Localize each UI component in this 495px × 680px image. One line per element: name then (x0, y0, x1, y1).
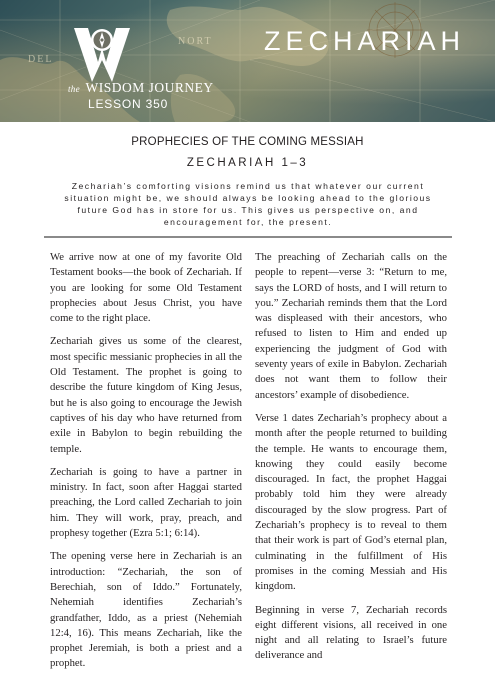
brand-name-prefix: the (68, 84, 80, 94)
wisdom-journey-logo (72, 20, 132, 86)
paragraph: The preaching of Zechariah calls on the people to repent—verse 3: “Return to me, says the LORD of hosts, and I will return to you.” Zechariah reminds them that the Lord was displeased with their ancestors, who refused to listen to Him and ended up experiencing the judgment of God with seventy years of exile in Babylon. Zechariah does not want them to follow their ancestors’ example of disobedience. (255, 251, 447, 401)
paragraph: Zechariah is going to have a partner in ministry. In fact, soon after Haggai started preaching, the Lord called Zechariah to join him. They will work, pray, preach, and prophesy together (Ezra 5:1; 6:14). (50, 465, 242, 540)
lesson-number: LESSON 350 (88, 97, 169, 111)
body-column-right (255, 250, 447, 672)
paragraph: Zechariah gives us some of the clearest, most specific messianic prophecies in all the Old Testament. The prophet is going to describe the future kingdom of King Jesus, but he is also going to encourage the Jewish captives of his day who have returned from exile in Babylon to begin rebuilding the temple. (50, 335, 242, 455)
brand-name (68, 80, 214, 96)
map-label-del: DEL (28, 54, 54, 65)
lesson-subtitle: PROPHECIES OF THE COMING MESSIAH (131, 136, 364, 148)
map-label-nort: NORT (178, 36, 213, 47)
header-banner (0, 0, 495, 122)
lesson-summary: Zechariah’s comforting visions remind us that whatever our current situation might be, we should always be looking ahead to the glorious future God has in store for us. This gives us perspective on, and encouragement for, the present. (64, 181, 432, 227)
paragraph: Verse 1 dates Zechariah’s prophecy about a month after the people returned to building the temple. He wants to encourage them, knowing they could easily become discouraged. In fact, the prophet Haggai probably told him they were already discouraged by the slow progress. Part of Zechariah’s prophecy is to reveal to them that their work is part of God’s eternal plan, culminating in the fulfillment of His promises in the coming Messiah and His kingdom. (255, 411, 447, 593)
book-title: ZECHARIAH (263, 26, 465, 56)
paragraph: We arrive now at one of my favorite Old Testament books—the book of Zechariah. If you are looking for some Old Testament prophecies about Jesus Christ, you have come to the right place. (50, 251, 242, 325)
brand-name-main: WISDOM JOURNEY (85, 80, 214, 95)
section-divider (44, 236, 452, 238)
scripture-reference: ZECHARIAH 1–3 (186, 157, 309, 169)
paragraph: Beginning in verse 7, Zechariah records eight different visions, all received in one night and all relating to Israel’s future deliverance and (255, 603, 447, 662)
body-column-left (50, 250, 242, 680)
paragraph: The opening verse here in Zechariah is an introduction: “Zechariah, the son of Berechiah, son of Iddo.” Fortunately, Nehemiah identifies Zechariah’s grandfather, Iddo, as a priest (Nehemiah 12:4, 16). This means Zechariah, like the prophet Jeremiah, is both a priest and a prophet. (50, 550, 242, 670)
